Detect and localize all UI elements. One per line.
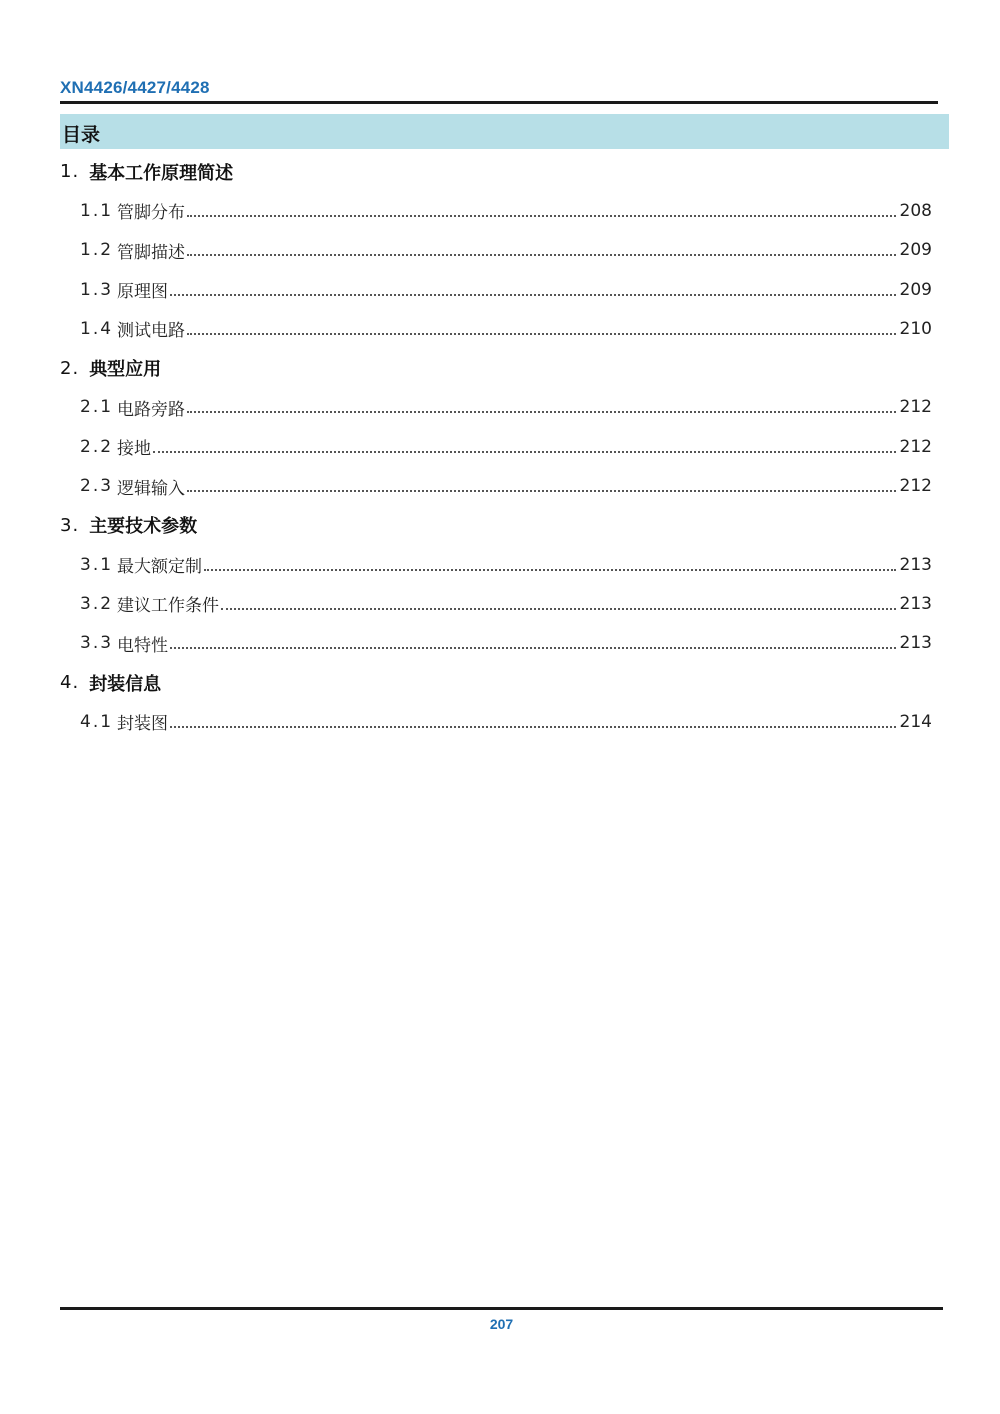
section-number: 3. (60, 514, 80, 536)
toc-heading: 目录 (62, 124, 101, 146)
toc-entry[interactable] (60, 624, 932, 663)
entry-label: 测试电路 (117, 321, 186, 342)
entry-page-number: 209 (899, 240, 932, 261)
toc-section-heading[interactable] (60, 152, 932, 191)
dot-leader (153, 451, 896, 453)
dot-leader (187, 254, 896, 256)
dot-leader (187, 490, 896, 492)
section-title: 典型应用 (89, 359, 162, 381)
entry-number: 1.4 (80, 318, 114, 339)
dot-leader (187, 411, 896, 413)
entry-label: 电特性 (117, 635, 169, 656)
entry-label: 管脚描述 (117, 242, 186, 263)
section-number: 2. (60, 357, 80, 379)
entry-page-number: 208 (899, 200, 932, 221)
entry-label: 接地 (117, 439, 152, 460)
dot-leader (170, 294, 896, 296)
toc-heading-band (60, 114, 949, 149)
section-number: 1. (60, 161, 80, 183)
entry-label: 最大额定制 (117, 557, 203, 578)
entry-page-number: 214 (899, 711, 932, 732)
toc-entry[interactable] (60, 231, 932, 270)
entry-label: 管脚分布 (117, 203, 186, 224)
entry-page-number: 209 (899, 279, 932, 300)
entry-number: 1.2 (80, 240, 114, 261)
document-header (60, 78, 938, 104)
entry-number: 1.1 (80, 200, 114, 221)
section-title: 封装信息 (89, 673, 162, 695)
entry-label: 建议工作条件 (117, 596, 220, 617)
document-footer (60, 1307, 943, 1332)
table-of-contents (60, 152, 932, 741)
entry-page-number: 213 (899, 633, 932, 654)
dot-leader (204, 569, 896, 571)
toc-entry[interactable] (60, 545, 932, 584)
entry-page-number: 210 (899, 318, 932, 339)
entry-number: 2.2 (80, 436, 114, 457)
entry-label: 逻辑输入 (117, 478, 186, 499)
entry-label: 电路旁路 (117, 399, 186, 420)
toc-entry[interactable] (60, 584, 932, 623)
toc-section-heading[interactable] (60, 663, 932, 702)
entry-page-number: 213 (899, 554, 932, 575)
toc-entry[interactable] (60, 270, 932, 309)
toc-entry[interactable] (60, 309, 932, 348)
entry-number: 3.2 (80, 593, 114, 614)
dot-leader (170, 647, 896, 649)
entry-number: 2.1 (80, 397, 114, 418)
page-number: 207 (489, 1316, 514, 1332)
dot-leader (170, 726, 896, 728)
toc-entry[interactable] (60, 702, 932, 741)
toc-entry[interactable] (60, 427, 932, 466)
toc-entry[interactable] (60, 388, 932, 427)
section-number: 4. (60, 672, 80, 693)
entry-number: 2.3 (80, 476, 114, 497)
document-title: XN4426/4427/4428 (60, 78, 210, 97)
entry-number: 3.1 (80, 554, 114, 575)
dot-leader (221, 608, 896, 610)
toc-section-heading[interactable] (60, 348, 932, 387)
entry-page-number: 212 (899, 436, 932, 457)
toc-entry[interactable] (60, 191, 932, 230)
toc-section-heading[interactable] (60, 506, 932, 545)
toc-entry[interactable] (60, 466, 932, 505)
entry-page-number: 213 (899, 593, 932, 614)
entry-label: 原理图 (117, 282, 169, 303)
dot-leader (187, 333, 896, 335)
section-title: 基本工作原理简述 (89, 162, 234, 184)
entry-page-number: 212 (899, 476, 932, 497)
entry-number: 3.3 (80, 633, 114, 654)
entry-label: 封装图 (117, 714, 169, 735)
dot-leader (187, 215, 896, 217)
entry-page-number: 212 (899, 397, 932, 418)
entry-number: 4.1 (80, 711, 114, 732)
section-title: 主要技术参数 (89, 516, 198, 538)
entry-number: 1.3 (80, 279, 114, 300)
